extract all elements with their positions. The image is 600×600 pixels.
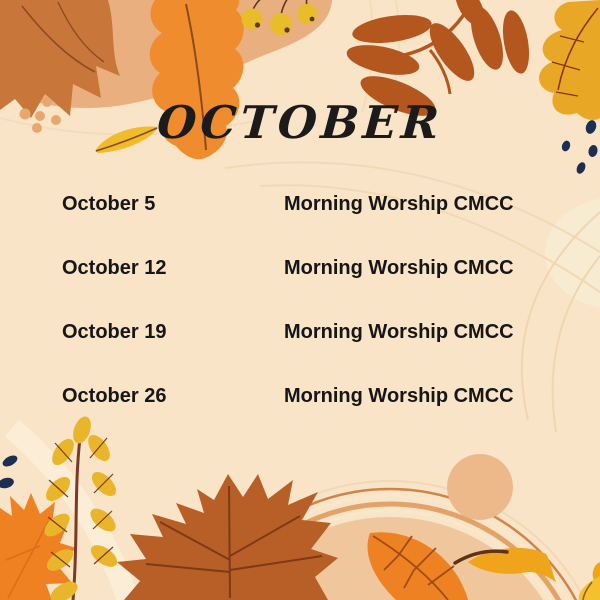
schedule-event: Morning Worship CMCC [284, 193, 514, 215]
tan-circle [447, 454, 513, 520]
schedule-row [62, 384, 562, 408]
schedule-row [62, 256, 562, 280]
rust-maple-leaf-icon [117, 474, 338, 600]
schedule-event: Morning Worship CMCC [284, 385, 514, 407]
schedule-event: Morning Worship CMCC [284, 321, 514, 343]
corner-yellow-leaf-icon [579, 576, 600, 600]
schedule-row [62, 192, 562, 216]
schedule-date: October 12 [62, 257, 167, 279]
schedule-event: Morning Worship CMCC [284, 257, 514, 279]
page-title: OCTOBER [155, 96, 445, 149]
schedule-row [62, 320, 562, 344]
schedule-list [62, 192, 562, 408]
navy-dashes-icon [0, 453, 19, 490]
schedule-date: October 26 [62, 385, 167, 407]
schedule-date: October 19 [62, 321, 167, 343]
schedule-date: October 5 [62, 193, 156, 215]
